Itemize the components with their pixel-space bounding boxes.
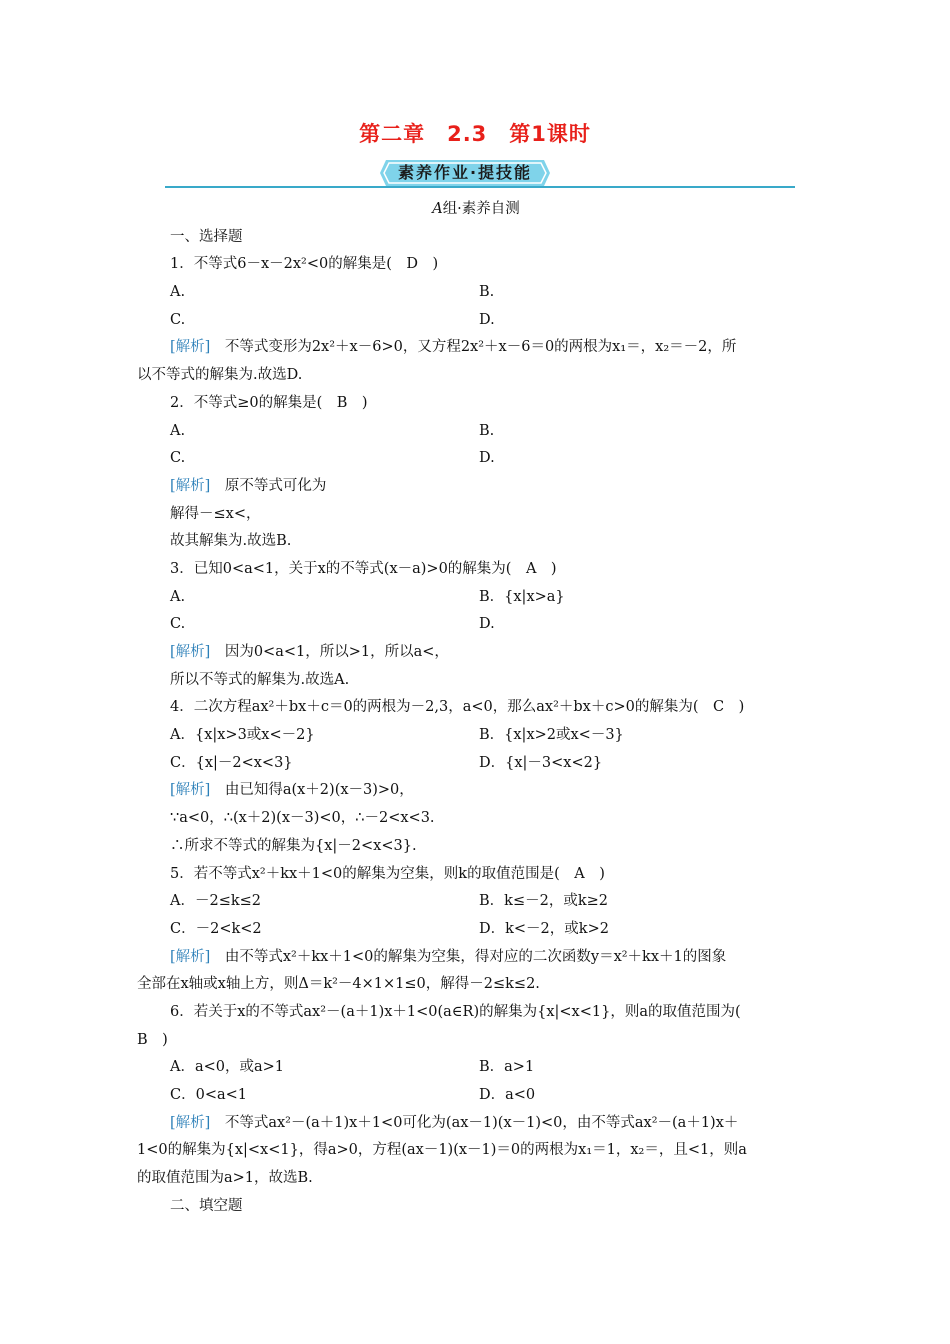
analysis-text: 由不等式x²＋kx＋1<0的解集为空集，得对应的二次函数y＝x²＋kx＋1的图象	[224, 948, 727, 965]
option-b: B．{x|x>2或x<－3}	[479, 727, 624, 744]
question-2: 2．不等式≥0的解集是( B )	[170, 394, 368, 411]
option-b: B．a>1	[479, 1059, 535, 1076]
analysis-line	[137, 639, 815, 667]
section-heading: 二、填空题	[170, 1197, 243, 1214]
option-a: A．{x|x>3或x<－2}	[170, 727, 315, 744]
option-c: C.	[170, 450, 186, 467]
analysis-line: 以不等式的解集为.故选D.	[137, 367, 303, 384]
options-row	[137, 445, 815, 473]
analysis-tag: [解析]	[170, 948, 211, 965]
analysis-line: 解得－≤x<，	[170, 505, 261, 522]
options-row	[137, 279, 815, 307]
question-6-cont: B )	[137, 1031, 168, 1048]
analysis-tag: [解析]	[170, 644, 211, 660]
option-a: A.	[170, 422, 186, 439]
section-heading: 一、选择题	[170, 228, 243, 245]
option-d: D．{x|－3<x<2}	[479, 754, 603, 771]
group-letter: A	[432, 201, 443, 217]
group-heading	[137, 196, 815, 224]
analysis-line	[137, 473, 815, 501]
question-5: 5．若不等式x²＋kx＋1<0的解集为空集，则k的取值范围是( A )	[170, 865, 605, 882]
options-row	[137, 1082, 815, 1110]
analysis-line: 故其解集为.故选B.	[170, 533, 292, 550]
options-row	[137, 888, 815, 916]
option-b: B.	[479, 422, 495, 439]
header-rule	[165, 186, 795, 188]
option-c: C．{x|－2<x<3}	[170, 754, 293, 771]
question-3: 3．已知0<a<1，关于x的不等式(x－a)>0的解集为( A )	[170, 560, 557, 577]
options-row	[137, 916, 815, 944]
page-title: 第二章 2.3 第1课时	[359, 122, 591, 146]
option-a: A.	[170, 284, 186, 301]
option-b: B.	[479, 284, 495, 301]
analysis-line	[137, 1110, 815, 1138]
banner-text: 素养作业·提技能	[397, 163, 533, 182]
question-6: 6．若关于x的不等式ax²－(a＋1)x＋1<0(a∈R)的解集为{x|<x<1}，则a的取值范围为(	[170, 1003, 741, 1020]
options-row	[137, 1054, 815, 1082]
option-d: D．k<－2，或k>2	[479, 920, 609, 937]
option-d: D.	[479, 616, 495, 633]
option-b: B．{x|x>a}	[479, 588, 565, 605]
analysis-tag: [解析]	[170, 1114, 211, 1131]
option-c: C.	[170, 311, 186, 328]
analysis-line: 的取值范围为a>1，故选B.	[137, 1170, 313, 1187]
options-row	[137, 750, 815, 778]
options-row	[137, 307, 815, 335]
banner	[380, 160, 550, 186]
analysis-tag: [解析]	[170, 339, 211, 356]
analysis-tag: [解析]	[170, 782, 211, 799]
analysis-text: 不等式变形为2x²＋x－6>0，又方程2x²＋x－6＝0的两根为x₁＝，x₂＝－2，所	[224, 339, 737, 356]
analysis-line: 1<0的解集为{x|<x<1}，得a>0，方程(ax－1)(x－1)＝0的两根为x₁＝1，x₂＝，且<1，则a	[137, 1142, 747, 1159]
analysis-tag: [解析]	[170, 477, 211, 494]
analysis-text: 不等式ax²－(a＋1)x＋1<0可化为(ax－1)(x－1)<0，由不等式ax²－(a＋1)x＋	[224, 1114, 739, 1131]
question-4: 4．二次方程ax²＋bx＋c＝0的两根为－2,3，a<0，那么ax²＋bx＋c>0的解集为( C )	[170, 699, 745, 716]
options-row	[137, 584, 815, 612]
option-d: D．a<0	[479, 1087, 536, 1103]
analysis-line: ∴所求不等式的解集为{x|－2<x<3}.	[170, 837, 417, 854]
content	[137, 196, 815, 1220]
option-a: A．a<0，或a>1	[170, 1059, 285, 1076]
option-c: C.	[170, 616, 186, 633]
option-d: D.	[479, 450, 495, 467]
analysis-line	[137, 944, 815, 972]
option-b: B．k≤－2，或k≥2	[479, 893, 608, 910]
analysis-line: 全部在x轴或x轴上方，则Δ＝k²－4×1×1≤0，解得－2≤k≤2.	[137, 976, 540, 993]
analysis-line: ∵a<0，∴(x＋2)(x－3)<0，∴－2<x<3.	[170, 810, 435, 827]
analysis-text: 因为0<a<1，所以>1，所以a<，	[224, 644, 449, 660]
analysis-text: 原不等式可化为	[224, 477, 327, 494]
question-1: 1．不等式6－x－2x²<0的解集是( D )	[170, 256, 439, 273]
options-row	[137, 722, 815, 750]
option-c: C．－2<k<2	[170, 920, 262, 937]
analysis-line: 所以不等式的解集为.故选A.	[170, 671, 350, 688]
option-a: A．－2≤k≤2	[170, 893, 262, 910]
analysis-line	[137, 777, 815, 805]
options-row	[137, 611, 815, 639]
option-d: D.	[479, 311, 495, 328]
option-a: A.	[170, 588, 186, 605]
group-title: 组·素养自测	[442, 201, 520, 217]
analysis-text: 由已知得a(x＋2)(x－3)>0，	[224, 782, 414, 799]
options-row	[137, 418, 815, 446]
analysis-line	[137, 334, 815, 362]
option-c: C．0<a<1	[170, 1087, 247, 1103]
